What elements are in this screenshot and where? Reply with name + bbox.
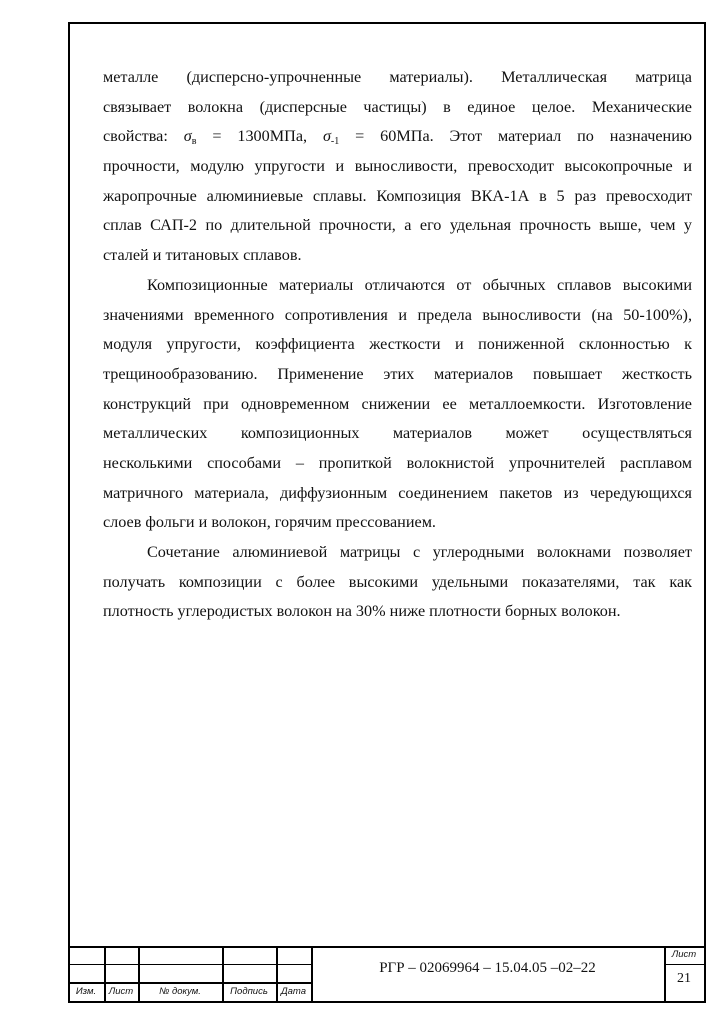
text: = 60МПа. Этот материал по назначению — [339, 127, 692, 146]
sheet-label: Лист — [671, 949, 697, 960]
text-line: модуля упругости, коэффициента жесткости и пониженной склонностью к — [103, 335, 692, 354]
divider — [664, 964, 704, 965]
stamp-label-sheet: Лист — [108, 986, 134, 997]
document-body — [103, 63, 692, 627]
stamp-label-change: Изм. — [75, 986, 97, 997]
text-line: жаропрочные алюминиевые сплавы. Композиция ВКА-1А в 5 раз превосходит — [103, 186, 692, 205]
text-line: сталей и титановых сплавов. — [103, 246, 302, 265]
text-line: металле (дисперсно-упрочненные материалы). Металлическая матрица — [103, 68, 692, 86]
text-line: металлических композиционных материалов может осуществляться — [103, 424, 692, 443]
text-line: сплав САП-2 по длительной прочности, а его удельная прочность выше, чем у — [103, 216, 692, 235]
stamp-label-signature: Подпись — [230, 986, 268, 997]
text-line-formula — [103, 122, 692, 152]
text-line: трещинообразованию. Применение этих материалов повышает жесткость — [103, 364, 692, 383]
text-line: связывает волокна (дисперсные частицы) в единое целое. Механические — [103, 97, 692, 116]
sheet-number: 21 — [677, 971, 691, 986]
text-line: Композиционные материалы отличаются от обычных сплавов высокими — [147, 275, 692, 294]
text-line: прочности, модулю упругости и выносливости, превосходит высокопрочные и — [103, 157, 692, 176]
text: = 1300МПа, — [196, 127, 323, 146]
title-block-stamp — [68, 946, 704, 1001]
document-code: РГР – 02069964 – 15.04.05 –02–22 — [379, 960, 596, 976]
subscript: -1 — [330, 136, 340, 148]
text-line: конструкций при одновременном снижении ее металлоемкости. Изготовление — [103, 394, 692, 413]
text: свойства: — [103, 127, 184, 146]
text-line: несколькими способами – пропиткой волокнистой упрочнителей расплавом — [103, 453, 692, 472]
text-line: слоев фольги и волокон, горячим прессованием. — [103, 513, 436, 532]
sigma-symbol: σ — [322, 127, 331, 146]
text-line: матричного материала, диффузионным соединением пакетов из чередующихся — [103, 483, 692, 502]
divider — [68, 946, 704, 948]
text-line: Сочетание алюминиевой матрицы с углеродными волокнами позволяет — [147, 543, 692, 561]
text-line: получать композиции с более высокими удельными показателями, так как — [103, 572, 692, 591]
sigma-symbol: σ — [183, 127, 192, 146]
text-line: плотность углеродистых волокон на 30% ниже плотности борных волокон. — [103, 602, 621, 621]
stamp-label-date: Дата — [280, 986, 307, 997]
subscript: в — [191, 136, 197, 148]
stamp-label-doc-number: № докум. — [159, 986, 201, 997]
text-line: значениями временного сопротивления и предела выносливости (на 50-100%), — [103, 305, 692, 324]
